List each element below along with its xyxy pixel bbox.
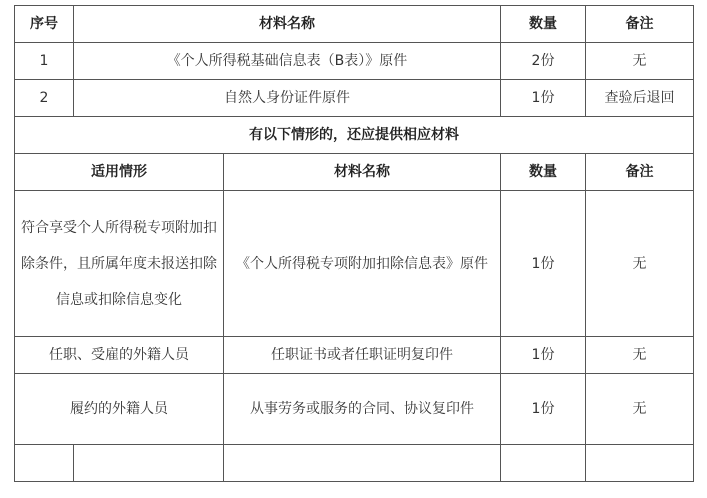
- row-quantity: 1份: [501, 337, 586, 374]
- header-applicable-case: 适用情形: [15, 154, 224, 191]
- row-material-name: 自然人身份证件原件: [74, 80, 501, 117]
- row-note: 无: [586, 43, 694, 80]
- empty-cell: [74, 445, 224, 482]
- conditional-header-row: [15, 154, 694, 191]
- header-quantity: 数量: [501, 6, 586, 43]
- section-title-row: [15, 117, 694, 154]
- row-quantity: 1份: [501, 374, 586, 445]
- row-material-name: 《个人所得税专项附加扣除信息表》原件: [224, 191, 501, 337]
- header-material-name: 材料名称: [74, 6, 501, 43]
- table-row: [15, 43, 694, 80]
- row-material-name: 从事劳务或服务的合同、协议复印件: [224, 374, 501, 445]
- row-applicable-case: 任职、受雇的外籍人员: [15, 337, 224, 374]
- row-material-name: 《个人所得税基础信息表（B表）》原件: [74, 43, 501, 80]
- row-no: 1: [15, 43, 74, 80]
- header-material-name: 材料名称: [224, 154, 501, 191]
- conditional-row: [15, 337, 694, 374]
- header-no: 序号: [15, 6, 74, 43]
- empty-row: [15, 445, 694, 482]
- header-note: 备注: [586, 6, 694, 43]
- row-note: 查验后退回: [586, 80, 694, 117]
- row-no: 2: [15, 80, 74, 117]
- row-applicable-case: 符合享受个人所得税专项附加扣除条件，且所属年度未报送扣除信息或扣除信息变化: [15, 191, 224, 337]
- row-note: 无: [586, 374, 694, 445]
- empty-cell: [224, 445, 501, 482]
- empty-cell: [501, 445, 586, 482]
- conditional-row: [15, 374, 694, 445]
- row-quantity: 2份: [501, 43, 586, 80]
- row-applicable-case: 履约的外籍人员: [15, 374, 224, 445]
- table-header-row: [15, 6, 694, 43]
- empty-cell: [15, 445, 74, 482]
- row-note: 无: [586, 337, 694, 374]
- conditional-row: [15, 191, 694, 337]
- section-title: 有以下情形的，还应提供相应材料: [15, 117, 694, 154]
- row-note: 无: [586, 191, 694, 337]
- materials-table: [14, 5, 694, 482]
- header-quantity: 数量: [501, 154, 586, 191]
- row-quantity: 1份: [501, 80, 586, 117]
- table-row: [15, 80, 694, 117]
- row-material-name: 任职证书或者任职证明复印件: [224, 337, 501, 374]
- row-quantity: 1份: [501, 191, 586, 337]
- header-note: 备注: [586, 154, 694, 191]
- empty-cell: [586, 445, 694, 482]
